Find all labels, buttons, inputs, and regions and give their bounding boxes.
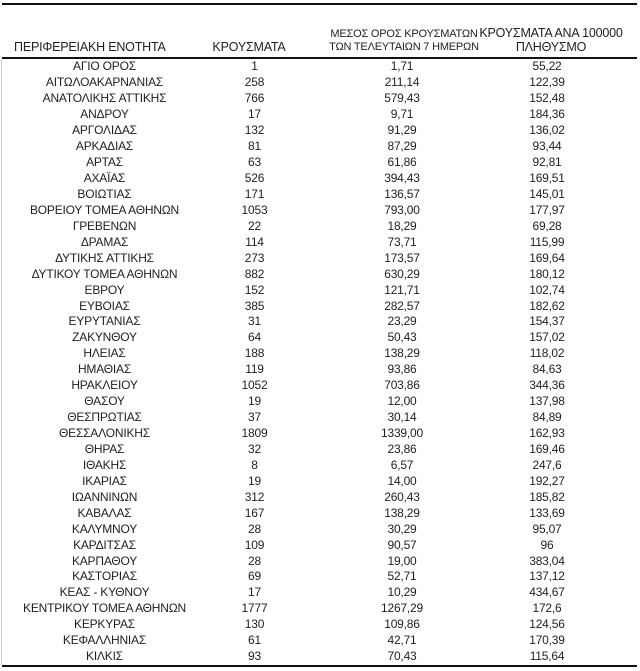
per100k-cell: 122,39 (529, 75, 565, 90)
cases-cell: 114 (245, 234, 264, 249)
region-cell: ΑΡΚΑΔΙΑΣ (75, 139, 134, 154)
per100k-cell: 169,46 (529, 441, 565, 456)
region-cell: ΗΡΑΚΛΕΙΟΥ (71, 378, 138, 393)
table-row (2, 442, 640, 458)
cases-cell: 69 (248, 569, 261, 584)
avg7-cell: 91,29 (387, 123, 417, 138)
table-row (2, 75, 640, 91)
per100k-cell: 136,02 (529, 123, 565, 138)
per100k-cell: 162,93 (529, 426, 565, 441)
region-cell: ΔΥΤΙΚΟΥ ΤΟΜΕΑ ΑΘΗΝΩΝ (31, 266, 178, 281)
cases-cell: 37 (248, 410, 261, 425)
avg7-cell: 138,29 (384, 346, 420, 361)
cases-cell: 132 (244, 123, 265, 138)
table-row (2, 282, 640, 298)
avg7-cell: 1267,29 (381, 601, 423, 616)
region-cell: ΚΕΝΤΡΙΚΟΥ ΤΟΜΕΑ ΑΘΗΝΩΝ (23, 601, 186, 616)
table-row (2, 601, 640, 617)
region-cell: ΓΡΕΒΕΝΩΝ (72, 218, 137, 233)
per100k-cell: 92,81 (532, 155, 562, 170)
region-cell: ΑΓΙΟ ΟΡΟΣ (73, 59, 136, 74)
avg7-cell: 136,57 (384, 186, 420, 201)
per100k-cell: 118,02 (529, 346, 565, 361)
cases-cell: 312 (244, 489, 265, 504)
per100k-cell: 69,28 (532, 218, 562, 233)
region-cell: ΙΩΑΝΝΙΝΩΝ (71, 489, 138, 504)
avg7-cell: 90,57 (387, 537, 417, 552)
per100k-cell: 133,69 (529, 505, 565, 520)
region-cell: ΚΑΛΥΜΝΟΥ (71, 521, 138, 536)
cases-cell: 8 (251, 457, 258, 472)
table-row (2, 346, 640, 362)
table-row (2, 187, 640, 203)
cases-cell: 167 (244, 505, 265, 520)
avg7-cell: 12,00 (387, 394, 417, 409)
avg7-cell: 1339,00 (381, 426, 423, 441)
table-row (2, 537, 640, 553)
region-cell: ΘΑΣΟΥ (84, 394, 125, 409)
avg7-cell: 109,86 (384, 617, 420, 632)
region-cell: ΒΟΙΩΤΙΑΣ (77, 186, 132, 201)
cases-cell: 258 (244, 75, 265, 90)
cases-cell: 171 (244, 186, 265, 201)
cases-cell: 17 (248, 107, 261, 122)
avg7-cell: 173,57 (384, 250, 420, 265)
avg7-cell: 19,00 (387, 553, 417, 568)
table-row (2, 171, 640, 187)
region-cell: ΑΧΑΪΑΣ (83, 171, 126, 186)
region-cell: ΒΟΡΕΙΟΥ ΤΟΜΕΑ ΑΘΗΝΩΝ (29, 202, 180, 217)
per100k-cell: 152,48 (529, 91, 565, 106)
region-cell: ΗΜΑΘΙΑΣ (77, 362, 132, 377)
region-cell: ΕΥΡΥΤΑΝΙΑΣ (68, 314, 141, 329)
avg7-cell: 18,29 (387, 218, 417, 233)
cases-cell: 31 (248, 314, 261, 329)
region-cell: ΔΡΑΜΑΣ (80, 234, 129, 249)
table-row (2, 410, 640, 426)
table-row (2, 473, 640, 489)
table-row (2, 266, 640, 282)
table-row (2, 139, 640, 155)
cases-cell: 61 (248, 633, 261, 648)
avg7-cell: 394,43 (384, 171, 420, 186)
table-row (2, 505, 640, 521)
per100k-cell: 182,62 (529, 298, 565, 313)
cases-cell: 273 (244, 250, 265, 265)
region-cell: ΙΘΑΚΗΣ (82, 457, 127, 472)
table-row (2, 91, 640, 107)
avg7-cell: 579,43 (384, 91, 420, 106)
table-row (2, 426, 640, 442)
table-row (2, 649, 640, 665)
region-cell: ΗΛΕΙΑΣ (83, 346, 126, 361)
cases-cell: 119 (245, 362, 264, 377)
region-cell: ΚΑΣΤΟΡΙΑΣ (72, 569, 137, 584)
region-cell: ΘΗΡΑΣ (84, 441, 125, 456)
col-header-avg7-line1: ΜΕΣΟΣ ΟΡΟΣ ΚΡΟΥΣΜΑΤΩΝ (330, 28, 478, 40)
per100k-cell: 180,12 (529, 266, 565, 281)
avg7-cell: 121,71 (384, 282, 420, 297)
cases-cell: 32 (248, 441, 261, 456)
per100k-cell: 84,89 (532, 410, 562, 425)
avg7-cell: 138,29 (384, 505, 420, 520)
table-row (2, 569, 640, 585)
table-row (2, 218, 640, 234)
per100k-cell: 137,12 (529, 569, 565, 584)
cases-cell: 385 (244, 298, 265, 313)
avg7-cell: 93,86 (387, 362, 417, 377)
region-cell: ΑΙΤΩΛΟΑΚΑΡΝΑΝΙΑΣ (45, 75, 164, 90)
per100k-cell: 84,63 (532, 362, 562, 377)
region-cell: ΘΕΣΠΡΩΤΙΑΣ (67, 410, 142, 425)
table-row (2, 330, 640, 346)
avg7-cell: 23,29 (387, 314, 417, 329)
cases-cell: 188 (244, 346, 265, 361)
table-row (2, 123, 640, 139)
per100k-cell: 145,01 (529, 186, 565, 201)
per100k-cell: 93,44 (532, 139, 562, 154)
table-row (2, 617, 640, 633)
region-cell: ΔΥΤΙΚΗΣ ΑΤΤΙΚΗΣ (55, 250, 154, 265)
table-row (2, 298, 640, 314)
col-header-avg7-line2: ΤΩΝ ΤΕΛΕΥΤΑΙΩΝ 7 ΗΜΕΡΩΝ (329, 41, 479, 53)
avg7-cell: 87,29 (387, 139, 417, 154)
avg7-cell: 10,29 (387, 585, 417, 600)
per100k-cell: 96 (540, 537, 554, 552)
per100k-cell: 172,6 (532, 601, 562, 616)
avg7-cell: 52,71 (387, 569, 417, 584)
table-bottom-border (2, 665, 637, 667)
table-header-row (0, 0, 640, 57)
region-cell: ΕΥΒΟΙΑΣ (79, 298, 130, 313)
region-cell: ΑΡΓΟΛΙΔΑΣ (72, 123, 137, 138)
region-cell: ΚΙΛΚΙΣ (86, 649, 123, 664)
per100k-cell: 154,37 (529, 314, 565, 329)
table-row (2, 107, 640, 123)
avg7-cell: 61,86 (387, 155, 417, 170)
region-cell: ΚΕΡΚΥΡΑΣ (74, 617, 135, 632)
cases-cell: 1052 (241, 378, 268, 393)
col-header-avg7-days (329, 28, 479, 54)
avg7-cell: 14,00 (387, 473, 417, 488)
avg7-cell: 630,29 (384, 266, 420, 281)
region-cell: ΑΝΔΡΟΥ (80, 107, 129, 122)
avg7-cell: 30,14 (387, 410, 417, 425)
avg7-cell: 23,86 (387, 441, 417, 456)
region-cell: ΚΕΦΑΛΛΗΝΙΑΣ (62, 633, 147, 648)
avg7-cell: 30,29 (387, 521, 417, 536)
table-row (2, 155, 640, 171)
col-header-region: ΠΕΡΙΦΕΡΕΙΑΚΗ ΕΝΟΤΗΤΑ (14, 40, 166, 54)
avg7-cell: 282,57 (384, 298, 420, 313)
per100k-cell: 177,97 (529, 202, 565, 217)
per100k-cell: 115,99 (529, 234, 565, 249)
table-row (2, 202, 640, 218)
per100k-cell: 169,64 (529, 250, 565, 265)
cases-cell: 152 (244, 282, 265, 297)
col-header-per-100k-line2: ΠΛΗΘΥΣΜΟ (515, 40, 587, 54)
cases-cell: 19 (248, 394, 261, 409)
cases-cell: 22 (248, 218, 261, 233)
cases-cell: 19 (248, 473, 261, 488)
region-cell: ΘΕΣΣΑΛΟΝΙΚΗΣ (59, 426, 150, 441)
per100k-cell: 185,82 (529, 489, 565, 504)
region-cell: ΚΑΒΑΛΑΣ (77, 505, 132, 520)
col-header-per-100k-line1: ΚΡΟΥΣΜΑΤΑ ΑΝΑ 100000 (479, 26, 623, 40)
table-row (2, 585, 640, 601)
avg7-cell: 260,43 (384, 489, 420, 504)
table-row (2, 250, 640, 266)
cases-cell: 28 (248, 553, 261, 568)
per100k-cell: 434,67 (529, 585, 565, 600)
avg7-cell: 793,00 (384, 202, 420, 217)
avg7-cell: 211,14 (384, 75, 420, 90)
region-cell: ΙΚΑΡΙΑΣ (82, 473, 127, 488)
per100k-cell: 169,51 (529, 171, 565, 186)
per100k-cell: 192,27 (529, 473, 565, 488)
table-row (2, 394, 640, 410)
cases-cell: 81 (248, 139, 261, 154)
cases-cell: 1809 (241, 426, 268, 441)
table-row (2, 234, 640, 250)
per100k-cell: 102,74 (529, 282, 565, 297)
avg7-cell: 1,71 (390, 59, 414, 74)
avg7-cell: 9,71 (390, 107, 414, 122)
table-row (2, 633, 640, 649)
cases-cell: 1777 (241, 601, 268, 616)
per100k-cell: 383,04 (529, 553, 565, 568)
region-cell: ΚΕΑΣ - ΚΥΘΝΟΥ (59, 585, 150, 600)
cases-cell: 130 (244, 617, 265, 632)
region-cell: ΚΑΡΔΙΤΣΑΣ (73, 537, 136, 552)
per100k-cell: 184,36 (529, 107, 565, 122)
cases-cell: 1 (251, 59, 258, 74)
cases-cell: 93 (248, 649, 261, 664)
region-cell: ΑΡΤΑΣ (86, 155, 123, 170)
avg7-cell: 70,43 (387, 649, 417, 664)
per100k-cell: 247,6 (532, 457, 562, 472)
table-row (2, 362, 640, 378)
per100k-cell: 95,07 (532, 521, 562, 536)
cases-cell: 28 (248, 521, 261, 536)
table-row (2, 521, 640, 537)
avg7-cell: 6,57 (390, 457, 414, 472)
table-row (2, 457, 640, 473)
region-cell: ΖΑΚΥΝΘΟΥ (72, 330, 137, 345)
cases-cell: 64 (248, 330, 261, 345)
per100k-cell: 170,39 (529, 633, 565, 648)
per100k-cell: 124,56 (529, 617, 565, 632)
cases-cell: 882 (244, 266, 265, 281)
table-row (2, 59, 640, 75)
avg7-cell: 42,71 (387, 633, 417, 648)
cases-cell: 766 (244, 91, 265, 106)
region-cell: ΑΝΑΤΟΛΙΚΗΣ ΑΤΤΙΚΗΣ (42, 91, 167, 106)
cases-cell: 63 (248, 155, 261, 170)
per100k-cell: 115,64 (529, 649, 565, 664)
avg7-cell: 73,71 (387, 234, 417, 249)
cases-cell: 109 (244, 537, 265, 552)
cases-cell: 526 (244, 171, 265, 186)
cases-table-body (2, 59, 640, 665)
col-header-cases: ΚΡΟΥΣΜΑΤΑ (212, 40, 286, 54)
per100k-cell: 137,98 (529, 394, 565, 409)
region-cell: ΚΑΡΠΑΘΟΥ (71, 553, 138, 568)
table-row (2, 553, 640, 569)
cases-cell: 1053 (241, 202, 268, 217)
region-cell: ΕΒΡΟΥ (84, 282, 125, 297)
per100k-cell: 157,02 (529, 330, 565, 345)
table-row (2, 378, 640, 394)
table-row (2, 489, 640, 505)
per100k-cell: 344,36 (529, 378, 565, 393)
table-row (2, 314, 640, 330)
table-left-edge (1, 59, 2, 665)
avg7-cell: 50,43 (387, 330, 417, 345)
col-header-per-100k (479, 26, 622, 54)
cases-cell: 17 (248, 585, 261, 600)
avg7-cell: 703,86 (384, 378, 420, 393)
per100k-cell: 55,22 (532, 59, 562, 74)
